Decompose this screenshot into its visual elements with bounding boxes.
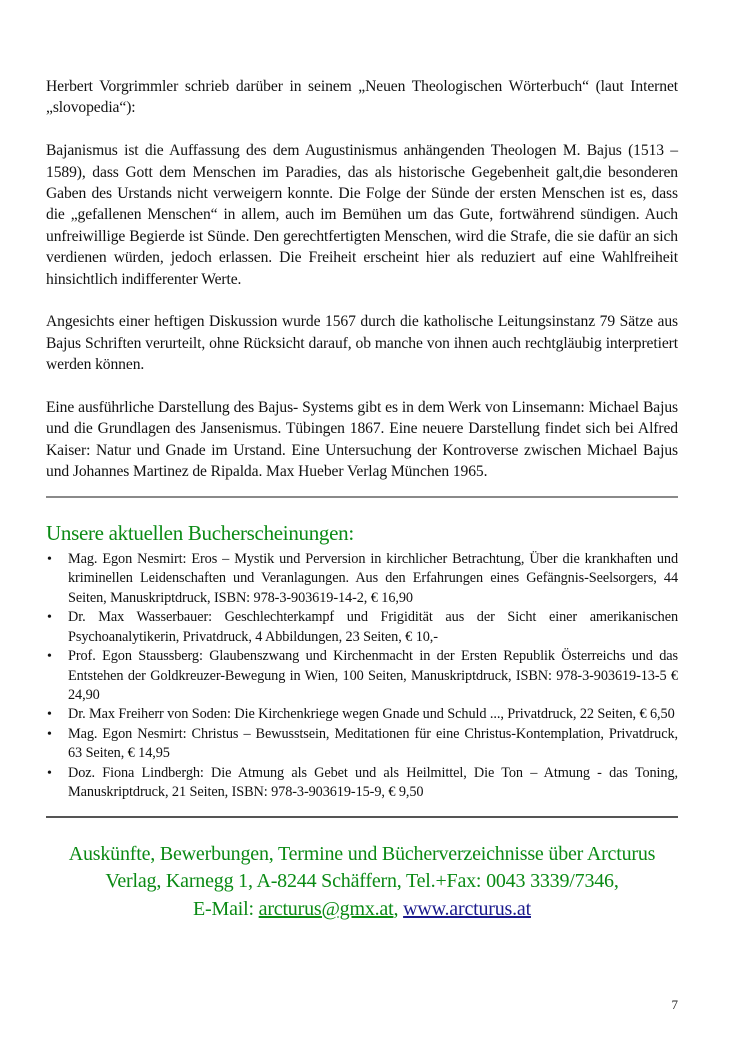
book-entry-text: Mag. Egon Nesmirt: Eros – Mystik und Perversion in kirchlicher Betrachtung, Über die krankhaften und kriminellen Leidenschaften und Veranlagungen. Aus den Erfahrungen eines Gefängnis-Seelsorgers, 44 Seiten, Manuskriptdruck, ISBN: 978-3-903619-14-2, € 16,90 — [68, 551, 678, 606]
email-label: E-Mail: — [193, 897, 259, 920]
literature-paragraph: Eine ausführliche Darstellung des Bajus- Systems gibt es in dem Werk von Linsemann: Michael Bajus und die Grundlagen des Jansenismus. Tübingen 1867. Eine neuere Darstellung findet sich bei Alfred Kaiser: Natur und Gnade im Urstand. Eine Untersuchung der Kontroverse zwischen Michael Bajus und Johannes Martinez de Ripalda. Max Hueber Verlag München 1965. — [46, 399, 678, 481]
bajanismus-definition-paragraph: Bajanismus ist die Auffassung des dem Augustinismus anhängenden Theologen M. Bajus (1513 – 1589), dass Gott dem Menschen im Paradies, das als historische Gegebenheit galt,die besonderen Gaben des Urstands nicht verweigern konnte. Die Folge der Sünde der ersten Menschen ist es, dass die „gefallenen Menschen“ in allem, auch im Bemühen um das Gute, fortwährend sündigen. Auch unfreiwillige Begierde ist Sünde. Den gerechtfertigten Menschen, wird die Strafe, die sie dafür an sich verdienen würden, jedoch erlassen. Die Freiheit erscheint hier als reduziert auf eine Wahlfreiheit hinsichtlich indifferenter Werte. — [46, 142, 678, 288]
book-entry-text: Dr. Max Wasserbauer: Geschlechterkampf und Frigidität aus der Sicht einer amerikanischen Psychoanalytikerin, Privatdruck, 4 Abbildungen, 23 Seiten, € 10,- — [68, 609, 678, 645]
book-list-item — [46, 608, 678, 647]
document-page — [46, 76, 678, 923]
book-list — [46, 550, 678, 802]
book-entry-text: Mag. Egon Nesmirt: Christus – Bewusstsein, Meditationen für eine Christus-Kontemplation, Privatdruck, 63 Seiten, € 14,95 — [68, 725, 678, 762]
contact-block — [46, 841, 678, 924]
bullet-icon: • — [47, 649, 52, 665]
bullet-icon: • — [47, 765, 52, 781]
condemnation-paragraph: Angesichts einer heftigen Diskussion wurde 1567 durch die katholische Leitungsinstanz 79 Sätze aus Bajus Schriften verurteilt, ohne Rücksicht darauf, ob manche von ihnen auch rechtgläubig interpretiert werden können. — [46, 313, 678, 374]
book-entry-text: Doz. Fiona Lindbergh: Die Atmung als Gebet und als Heilmittel, Die Ton – Atmung - das Toning, Manuskriptdruck, 21 Seiten, ISBN: 978-3-903619-15-9, € 9,50 — [68, 764, 678, 800]
bullet-icon: • — [47, 610, 52, 626]
book-entry-text: Prof. Egon Staussberg: Glaubenszwang und Kirchenmacht in der Ersten Republik Österreichs und das Entstehen der Goldkreuzer-Bewegung in Wien, 100 Seiten, Manuskriptdruck, ISBN: 978-3-903619-13-5 € 24,90 — [68, 648, 678, 703]
bullet-icon: • — [47, 552, 52, 568]
book-list-item — [46, 705, 678, 724]
contact-line-3 — [46, 896, 678, 924]
section-divider — [46, 496, 678, 498]
contact-line-1: Auskünfte, Bewerbungen, Termine und Bücherverzeichnisse über Arcturus — [68, 842, 656, 865]
book-list-item — [46, 647, 678, 705]
email-link[interactable]: arcturus@gmx.at — [258, 897, 394, 920]
intro-paragraph: Herbert Vorgrimmler schrieb darüber in seinem „Neuen Theologischen Wörterbuch“ (laut Internet „slovopedia“): — [46, 78, 678, 117]
contact-separator: , — [393, 897, 404, 920]
bullet-icon: • — [47, 707, 52, 723]
footer-divider — [46, 816, 678, 818]
book-list-item — [46, 550, 678, 608]
book-entry-text: Dr. Max Freiherr von Soden: Die Kirchenkriege wegen Gnade und Schuld ..., Privatdruck, 22 Seiten, € 6,50 — [68, 706, 675, 723]
book-list-item — [46, 764, 678, 803]
books-section-title: Unsere aktuellen Bucherscheinungen: — [46, 521, 354, 546]
contact-line-2: Verlag, Karnegg 1, A-8244 Schäffern, Tel.+Fax: 0043 3339/7346, — [105, 870, 619, 893]
book-list-item — [46, 725, 678, 764]
bullet-icon: • — [47, 726, 52, 742]
page-number: 7 — [671, 997, 678, 1012]
website-link[interactable]: www.arcturus.at — [403, 897, 531, 920]
